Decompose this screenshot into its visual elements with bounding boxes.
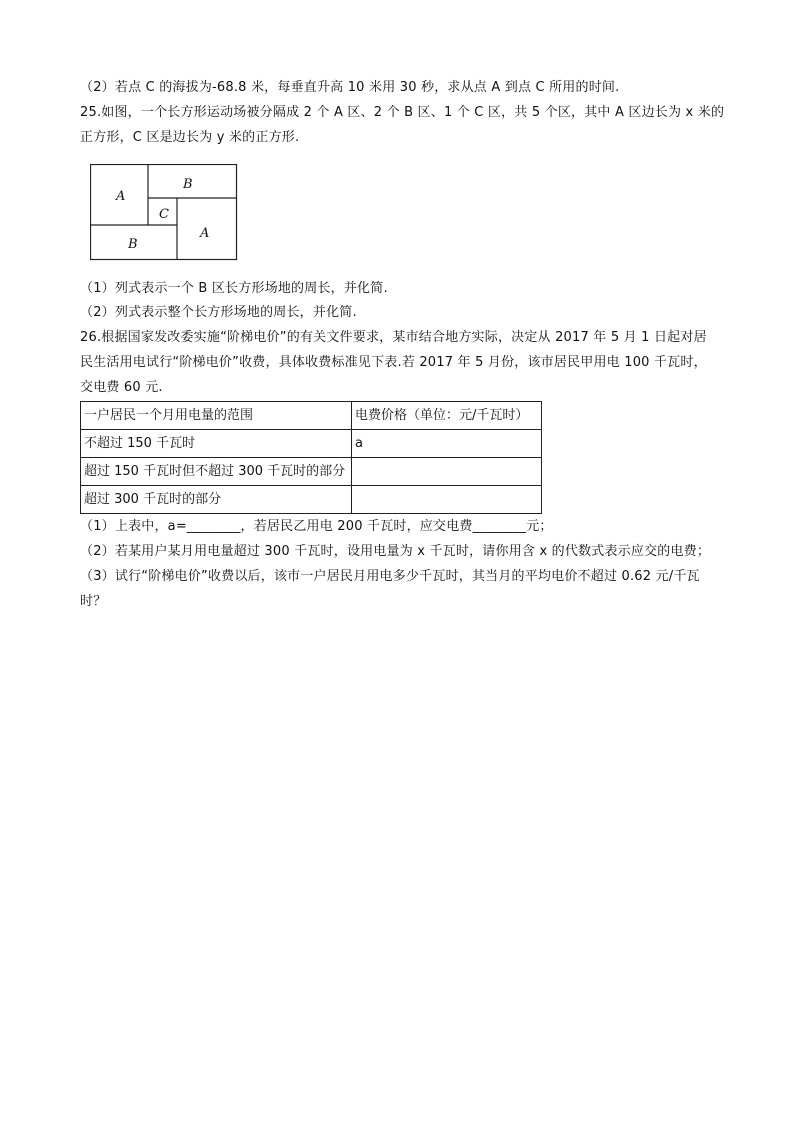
q26-stem-line3: 交电费 60 元. [80, 380, 163, 395]
zone-b-bottom-label: B [128, 237, 138, 252]
q25-part2-text: （2）列式表示整个长方形场地的周长，并化简. [80, 305, 357, 320]
header-price: 电费价格（单位：元/千瓦时） [352, 402, 542, 430]
q26-stem-line2: 民生活用电试行“阶梯电价”收费，具体收费标准见下表.若 2017 年 5 月份，该市居民甲用电 100 千瓦时， [80, 355, 707, 370]
table-row [81, 430, 542, 458]
usage-range-cell: 超过 300 千瓦时的部分 [81, 486, 352, 514]
zone-a-top-label: A [116, 189, 126, 204]
usage-range-cell: 不超过 150 千瓦时 [81, 430, 352, 458]
q25-part1-text: （1）列式表示一个 B 区长方形场地的周长，并化简. [80, 281, 388, 296]
electricity-price-table [80, 401, 542, 514]
q26-part1-text: （1）上表中，a=________，若居民乙用电 200 千瓦时，应交电费________元； [80, 519, 553, 534]
q25-stem-line2: 正方形，C 区是边长为 y 米的正方形. [80, 130, 300, 145]
q26-part3-line1: （3）试行“阶梯电价”收费以后，该市一户居民月用电多少千瓦时，其当月的平均电价不超过 0.62 元/千瓦 [80, 569, 700, 584]
price-cell: a [352, 430, 542, 458]
table-header-row [81, 402, 542, 430]
q26-part3-line2: 时？ [80, 594, 107, 609]
header-usage-range: 一户居民一个月用电量的范围 [81, 402, 352, 430]
sports-field-diagram [90, 164, 240, 268]
usage-range-cell: 超过 150 千瓦时但不超过 300 千瓦时的部分 [81, 458, 352, 486]
price-cell [352, 486, 542, 514]
q25-stem-line1: 25.如图，一个长方形运动场被分隔成 2 个 A 区、2 个 B 区、1 个 C 区，共 5 个区，其中 A 区边长为 x 米的 [80, 105, 725, 120]
q24-part2-text: （2）若点 C 的海拔为-68.8 米，每垂直升高 10 米用 30 秒，求从点 A 到点 C 所用的时间. [80, 80, 620, 95]
table-row [81, 458, 542, 486]
zone-a-bottom-label: A [200, 226, 210, 241]
q26-part2-text: （2）若某用户某月用电量超过 300 千瓦时，设用电量为 x 千瓦时，请你用含 x 的代数式表示应交的电费； [80, 544, 711, 559]
q26-stem-line1: 26.根据国家发改委实施“阶梯电价”的有关文件要求，某市结合地方实际，决定从 2017 年 5 月 1 日起对居 [80, 330, 707, 345]
sports-field-svg [90, 164, 240, 264]
zone-c-label: C [159, 207, 169, 222]
table-row [81, 486, 542, 514]
zone-b-top-label: B [183, 177, 193, 192]
price-cell [352, 458, 542, 486]
